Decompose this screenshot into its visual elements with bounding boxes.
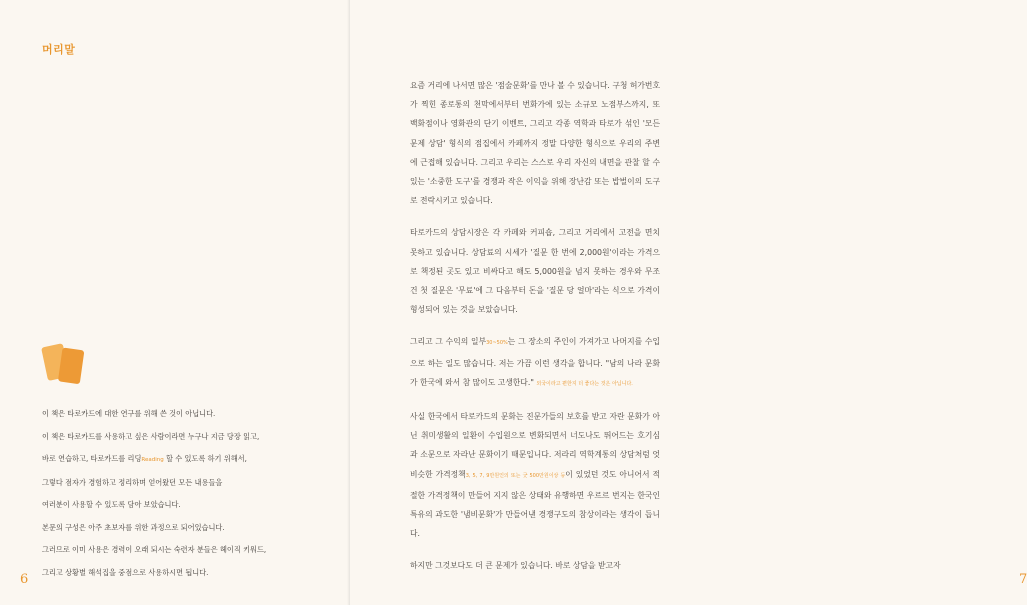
- paragraph-part: 이 있었던 것도 아니어서 적절한 가격정책이 만들어 지지 않은 상태와 유행하면 우르르 번지는 한국인 특유의 과도한 '냄비문화'가 만들어낸 경쟁구도의 참상이라는 생각이 듭니다.: [410, 469, 661, 539]
- intro-line-part: 할 수 있도록 하기 위해서,: [163, 454, 247, 463]
- inline-note: 외국이라고 편한지 더 좋다는 것은 아닙니다.: [536, 380, 633, 387]
- intro-line: 그렇다 점자가 경험하고 정리하며 얻어왔던 모든 내용들을: [42, 477, 223, 487]
- intro-line: 여러분이 사용할 수 있도록 담아 보았습니다.: [42, 500, 181, 509]
- tarot-cards-icon: [42, 339, 90, 389]
- intro-text: [42, 403, 322, 584]
- left-page: [0, 0, 350, 605]
- paragraph-part: 사실 한국에서 타로카드의 문화는 진문가들의 보호를 받고 자란 문화가 아닌 취미생활의 일환이 수입원으로 변화되면서 너도나도 뛰어드는 호기심과 소문으로 자라난 문화이기 때문입니다. 저라리 역학계통의 상담처럼 엇비슷한 가격정책: [410, 412, 660, 479]
- intro-line-part: 바로 연습하고, 타로카드를 리딩: [42, 454, 142, 463]
- inline-note: 30~50%: [486, 340, 508, 347]
- paragraph: 타로카드의 상담시장은 각 카페와 커피숍, 그리고 거리에서 고전을 면치 못하고 있습니다. 상담료의 시세가 '질문 한 번에 2,000원'이라는 가격으로 책정된 곳도 있고 비싸다고 해도 5,000원을 넘지 못하는 경우와 무조건 첫 질문은 '무료'에 그 다음부터 돈을 '질문 당 얼마'라는 식으로 가격이 형성되어 있는 것을 보았습니다.: [410, 228, 660, 315]
- intro-line: 그러므로 이미 사용은 경력이 오래 되시는 숙련자 분들은 헤이직 키워드,: [42, 545, 267, 554]
- page-number-right: 7: [1019, 572, 1027, 587]
- paragraph: [410, 407, 660, 543]
- paragraph-part: 는 그 장소의 주인이 가져가고 나머지를 수입으로 하는 일도 많습니다. 저는 가끔 이런 생각을 합니다. "남의 나라 문화가 한국에 와서 참 많이도 고생한다.": [410, 337, 660, 387]
- paragraph: [410, 332, 660, 394]
- intro-line: 그리고 상황별 해석집을 중점으로 사용하시면 됩니다.: [42, 567, 209, 577]
- inline-note: 3, 5, 7, 9만원인의 또는 굿 500만원이상 등: [465, 472, 566, 479]
- paragraph: 요즘 거리에 나서면 많은 '점술문화'를 만나 볼 수 있습니다. 구청 허가번호가 찍힌 종로통의 천막에서부터 번화가에 있는 소규모 노점부스까지, 또 백화점이나 영화관의 단기 이벤트, 그리고 각종 역학과 타로가 섞인 '모든 문제 상담' 형식의 점집에서 카페까지 정말 다양한 형식으로 우리의 주변에 근접해 있습니다. 그리고 우리는 스스로 우리 자신의 내면을 관찰 할 수 있는 '소중한 도구'를 경쟁과 작은 이익을 위해 장난감 또는 밥벌이의 도구로 전락시키고 있습니다.: [410, 81, 660, 206]
- intro-line: [42, 448, 322, 472]
- reading-note: Reading: [141, 457, 164, 463]
- page-number-left: 6: [20, 572, 29, 587]
- paragraph: 하지만 그것보다도 더 큰 문제가 있습니다. 바로 상담을 받고자: [410, 561, 621, 571]
- paragraph-part: 그리고 그 수익의 일부: [410, 337, 487, 347]
- intro-line: 이 책은 타로카드를 사용하고 싶은 사람이라면 누구나 지금 당장 읽고,: [42, 431, 260, 441]
- body-text: [410, 76, 660, 589]
- section-title: 머리말: [42, 43, 76, 56]
- intro-line: 본문의 구성은 아주 초보자를 위한 과정으로 되어있습니다.: [42, 522, 225, 532]
- intro-line: 이 책은 타로카드에 대한 연구를 위해 쓴 것이 아닙니다.: [42, 409, 216, 418]
